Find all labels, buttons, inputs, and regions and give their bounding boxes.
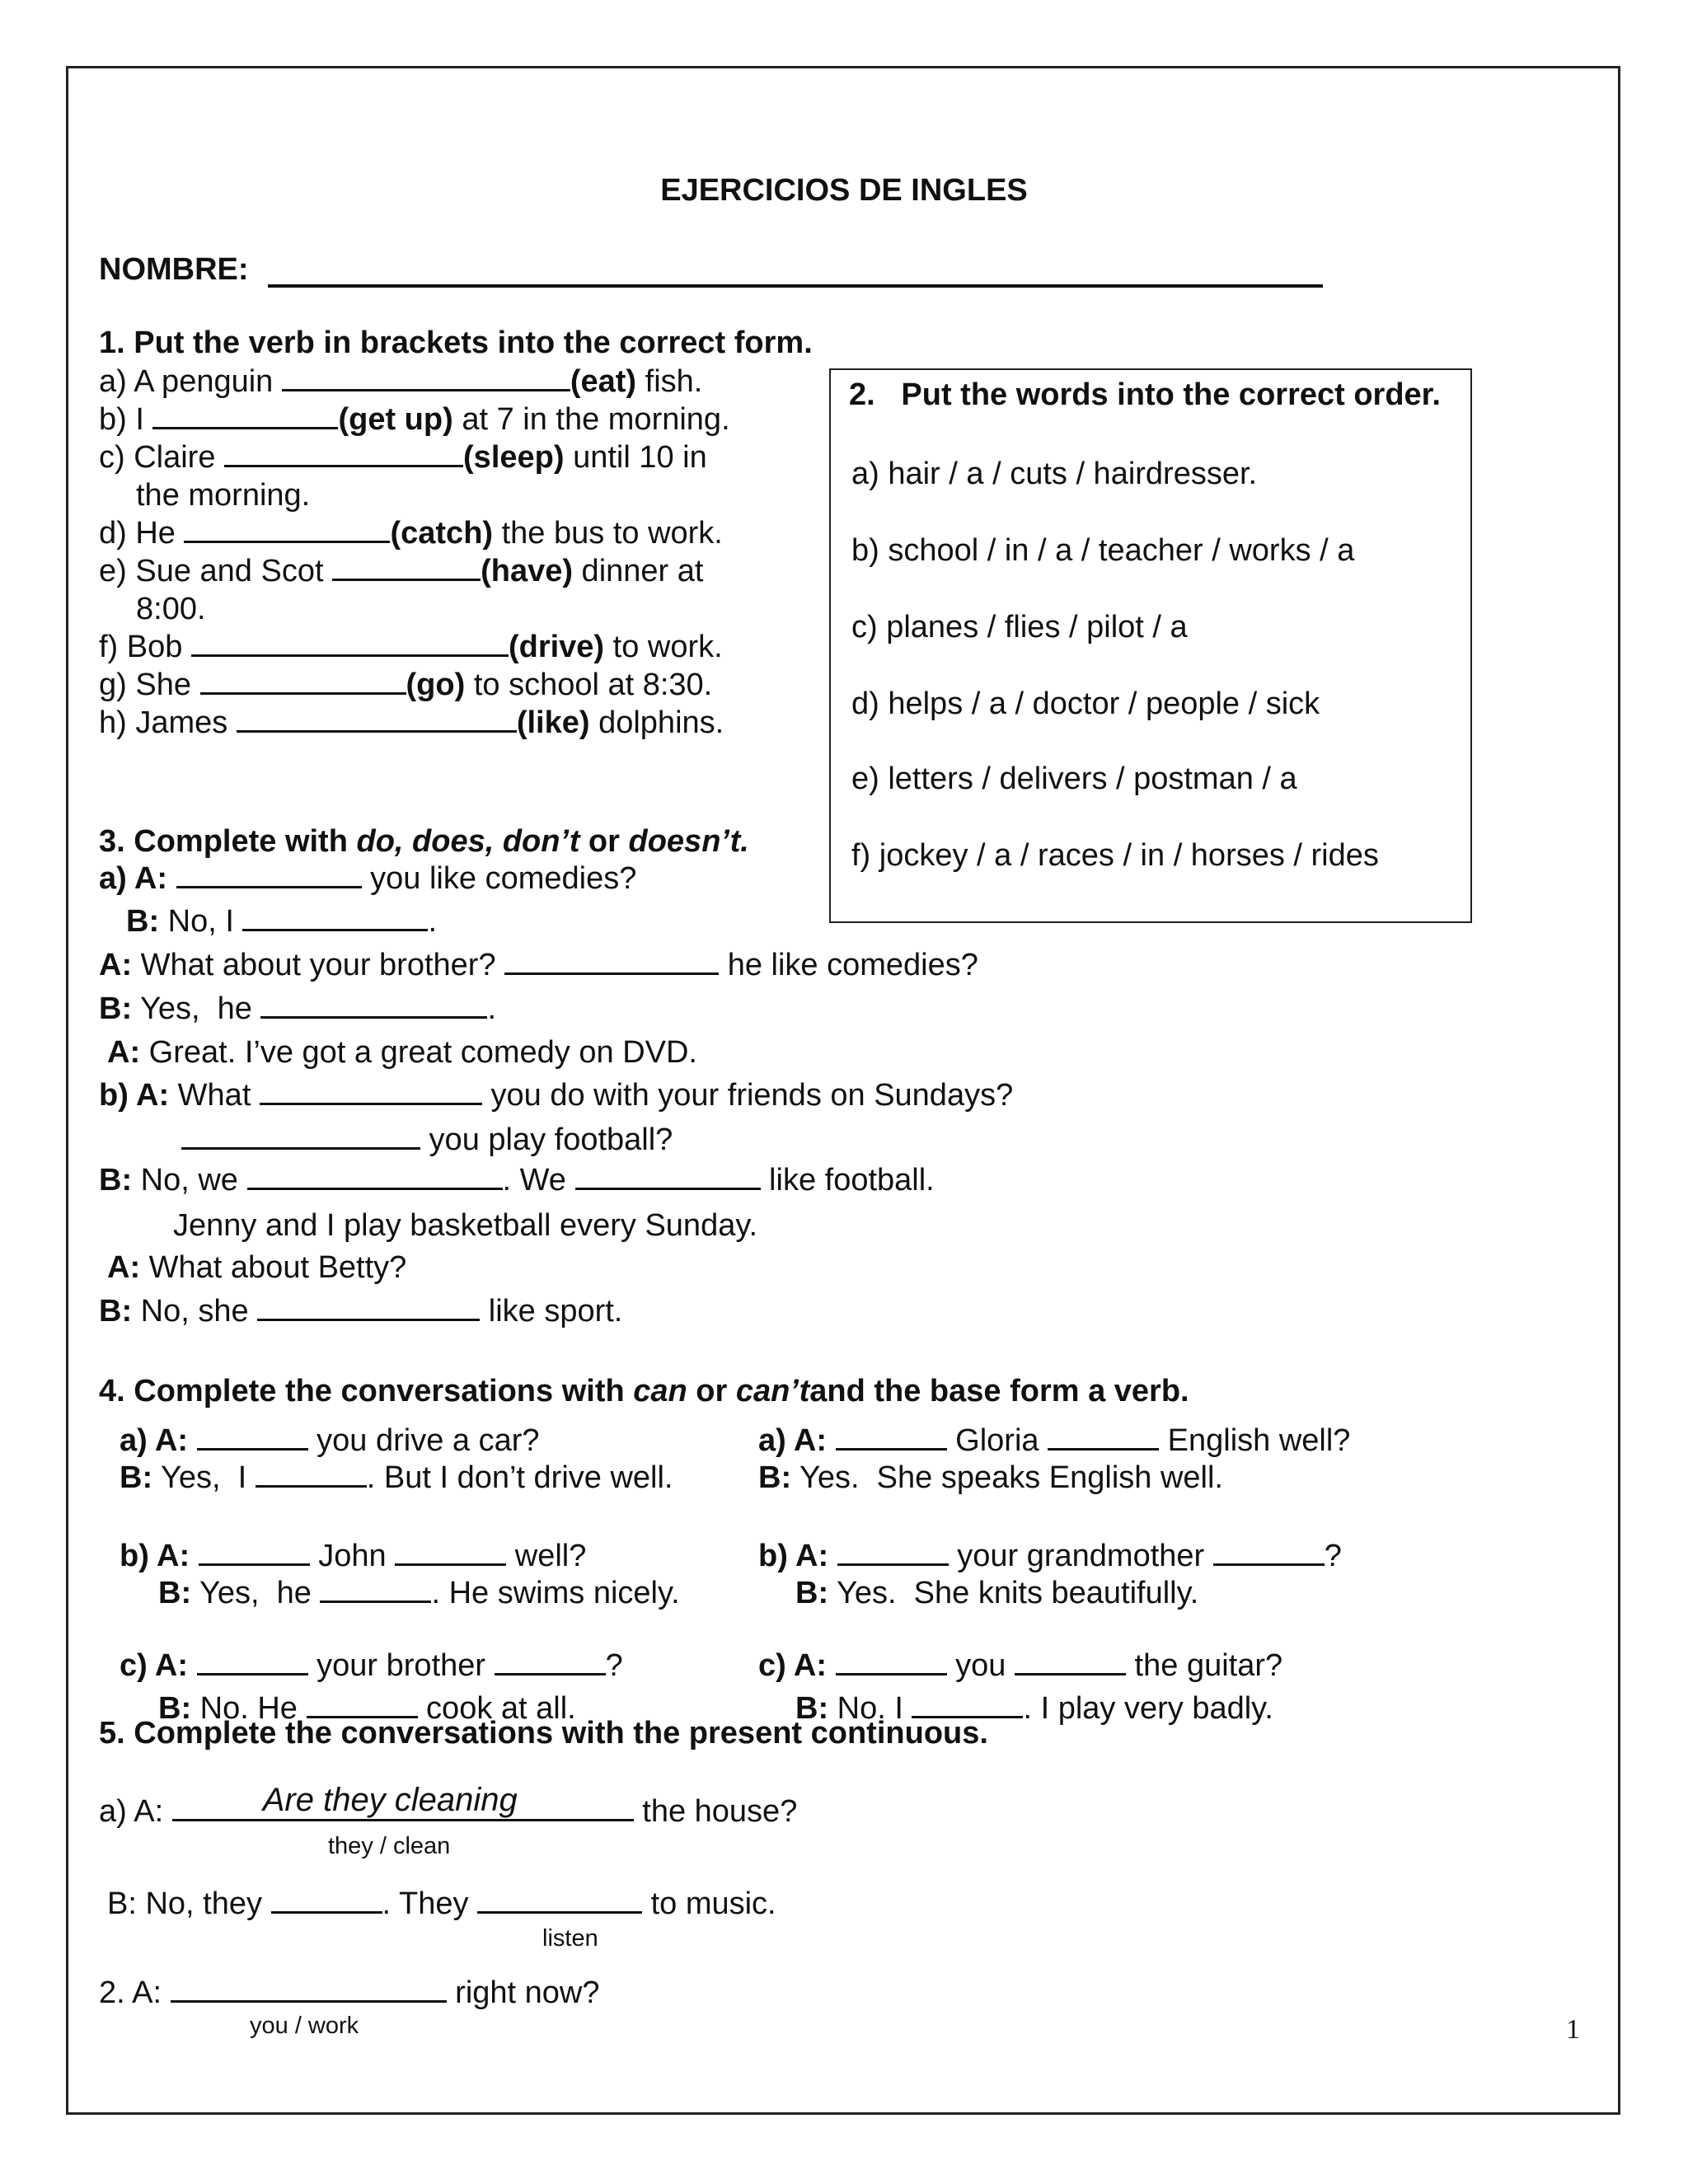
s4-left-c-a: B: No. He cook at all. <box>158 1691 576 1726</box>
s3-line-b2: you play football? <box>181 1121 673 1159</box>
answer-blank[interactable] <box>395 1539 506 1566</box>
answer-blank[interactable] <box>1048 1423 1159 1451</box>
s2-item-c: c) planes / flies / pilot / a <box>851 610 1188 644</box>
s4-right-c-a: B: No. I . I play very badly. <box>795 1691 1273 1726</box>
section4-heading: 4. Complete the conversations with can or can’tand the base form a verb. <box>99 1374 1189 1408</box>
s3-line-a4: B: Yes, he . <box>99 991 497 1026</box>
answer-blank[interactable] <box>197 1423 308 1451</box>
s5-line-3: 2. A: right now? <box>99 1975 600 2010</box>
answer-blank[interactable] <box>176 861 362 888</box>
answer-blank[interactable] <box>837 1539 949 1566</box>
answer-blank[interactable] <box>495 1648 606 1675</box>
s1-item-e: e) Sue and Scot (have) dinner at <box>99 554 704 588</box>
s3-line-b5: A: What about Betty? <box>107 1250 407 1285</box>
s3-line-b4: Jenny and I play basketball every Sunday. <box>173 1208 758 1243</box>
s1-item-c-cont: the morning. <box>136 478 311 513</box>
answer-blank[interactable] <box>237 705 517 733</box>
answer-blank[interactable] <box>256 1460 367 1488</box>
s5-hint-3: you / work <box>250 2013 359 2039</box>
answer-blank[interactable] <box>477 1886 642 1914</box>
s2-item-d: d) helps / a / doctor / people / sick <box>851 687 1320 721</box>
answer-blank[interactable] <box>181 1122 420 1150</box>
answer-blank[interactable] <box>200 668 406 695</box>
s3-line-a5: A: Great. I’ve got a great comedy on DVD. <box>107 1035 697 1070</box>
answer-blank[interactable] <box>332 554 481 581</box>
s2-item-e: e) letters / delivers / postman / a <box>851 762 1297 796</box>
nombre-input-line[interactable] <box>268 284 1323 288</box>
answer-blank[interactable] <box>575 1163 761 1190</box>
answer-blank[interactable] <box>1015 1648 1126 1675</box>
answer-blank[interactable] <box>247 1163 503 1190</box>
s1-item-h: h) James (like) dolphins. <box>99 705 724 740</box>
answer-blank[interactable] <box>836 1423 947 1451</box>
answer-blank[interactable] <box>191 630 509 657</box>
s4-right-b-a: B: Yes. She knits beautifully. <box>795 1576 1199 1610</box>
s4-right-b-q: b) A: your grandmother ? <box>758 1539 1342 1573</box>
answer-blank[interactable] <box>152 402 338 429</box>
s5-line-1: a) A: Are they cleaning the house? <box>99 1782 798 1829</box>
s4-left-c-q: c) A: your brother ? <box>120 1648 623 1683</box>
s3-line-b1: b) A: What you do with your friends on Sundays? <box>99 1078 1014 1113</box>
answer-blank[interactable] <box>282 364 570 391</box>
s3-line-a2: B: No, I . <box>126 904 438 939</box>
answer-blank[interactable] <box>260 1078 482 1105</box>
s1-item-a: a) A penguin (eat) fish. <box>99 364 703 399</box>
s3-line-b3: B: No, we . We like football. <box>99 1163 935 1197</box>
answer-blank[interactable] <box>242 904 428 931</box>
s1-item-d: d) He (catch) the bus to work. <box>99 516 723 551</box>
page-number: 1 <box>1566 2014 1580 2045</box>
answer-blank[interactable] <box>197 1648 308 1675</box>
s5-line-2: B: No, they . They to music. <box>107 1886 776 1921</box>
section5-heading: 5. Complete the conversations with the present continuous. <box>99 1716 988 1750</box>
s5-hint-2: listen <box>542 1925 598 1952</box>
s1-item-f: f) Bob (drive) to work. <box>99 630 723 664</box>
answer-blank[interactable] <box>836 1648 947 1675</box>
s4-left-b-a: B: Yes, he . He swims nicely. <box>158 1576 680 1610</box>
s1-item-g: g) She (go) to school at 8:30. <box>99 668 713 702</box>
s5-hint-1: they / clean <box>328 1833 451 1859</box>
s4-right-a-a: B: Yes. She speaks English well. <box>758 1460 1223 1495</box>
answer-blank[interactable] <box>260 991 487 1019</box>
s4-left-a-a: B: Yes, I . But I don’t drive well. <box>120 1460 673 1495</box>
answer-blank[interactable] <box>184 516 390 543</box>
s3-line-a1: a) A: you like comedies? <box>99 861 637 896</box>
page-title: EJERCICIOS DE INGLES <box>660 173 1028 208</box>
answer-blank[interactable] <box>271 1886 382 1914</box>
s4-right-c-q: c) A: you the guitar? <box>758 1648 1283 1683</box>
section2-heading: 2. Put the words into the correct order. <box>849 377 1441 412</box>
s1-item-c: c) Claire (sleep) until 10 in <box>99 440 707 475</box>
answer-blank[interactable] <box>199 1539 310 1566</box>
s2-item-b: b) school / in / a / teacher / works / a <box>851 533 1355 568</box>
nombre-label: NOMBRE: <box>99 252 249 287</box>
s2-item-a: a) hair / a / cuts / hairdresser. <box>851 457 1258 491</box>
s2-item-f: f) jockey / a / races / in / horses / rides <box>851 838 1379 873</box>
answer-blank[interactable] <box>171 1975 447 2003</box>
s3-line-a3: A: What about your brother? he like comedies? <box>99 948 978 982</box>
answer-blank[interactable] <box>320 1576 431 1603</box>
section3-heading: 3. Complete with do, does, don’t or doesn’t. <box>99 824 749 859</box>
handwritten-answer: Are they cleaning <box>262 1782 518 1818</box>
s1-item-e-cont: 8:00. <box>136 592 206 626</box>
answer-blank[interactable] <box>504 948 719 975</box>
s1-item-b: b) I (get up) at 7 in the morning. <box>99 402 730 437</box>
s4-right-a-q: a) A: Gloria English well? <box>758 1423 1351 1458</box>
answer-blank[interactable] <box>224 440 463 467</box>
answer-blank[interactable] <box>257 1294 480 1321</box>
s4-left-b-q: b) A: John well? <box>120 1539 587 1573</box>
section1-heading: 1. Put the verb in brackets into the correct form. <box>99 326 813 360</box>
s3-line-b6: B: No, she like sport. <box>99 1294 623 1329</box>
answer-blank[interactable] <box>1213 1539 1325 1566</box>
s4-left-a-q: a) A: you drive a car? <box>120 1423 540 1458</box>
